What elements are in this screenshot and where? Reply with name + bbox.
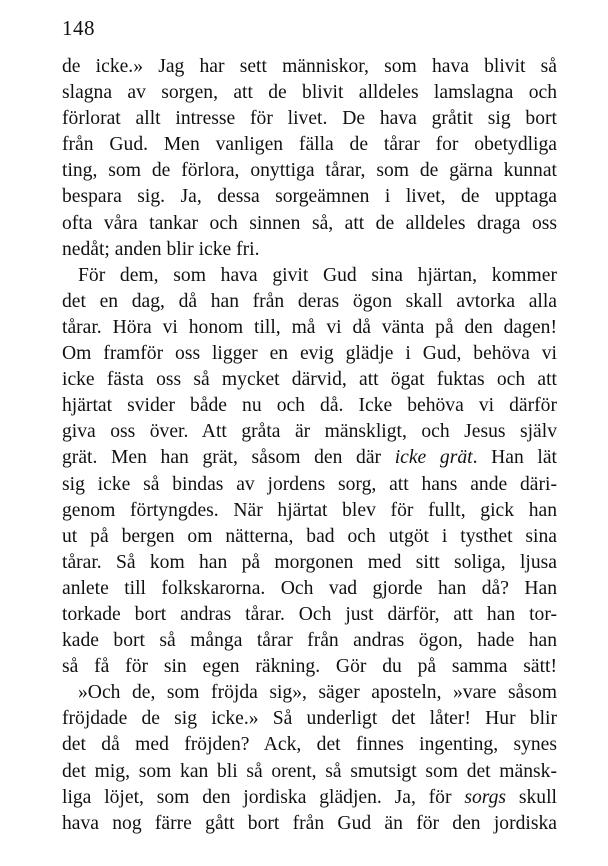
text-line: genom förtyngdes. När hjärtat blev för fullt, gick han — [62, 499, 557, 521]
text-line: slagna av sorgen, att de blivit alldeles lamslagna och — [62, 82, 557, 104]
text-line: hava nog färre gått bort från Gud än för den jordiska — [62, 812, 557, 834]
text-line: nedåt; anden blir icke fri. — [62, 238, 260, 260]
text-line: förlorat allt intresse för livet. De hava gråtit sig bort — [62, 108, 557, 130]
text-line: från Gud. Men vanligen fälla de tårar for obetydliga — [62, 134, 557, 156]
text-line: torkade bort andras tårar. Och just därför, att han tor- — [62, 603, 557, 625]
text-line: grät. Men han grät, såsom den där icke grät. Han lät — [62, 447, 557, 469]
text-line: sig icke så bindas av jordens sorg, att hans ande däri- — [62, 473, 557, 495]
text-line: tårar. Höra vi honom till, må vi då vänta på den dagen! — [62, 316, 557, 338]
text-line: det en dag, då han från deras ögon skall avtorka alla — [62, 290, 557, 312]
text-line: kade bort så många tårar från andras ögon, hade han — [62, 630, 557, 652]
text-line: tårar. Så kom han på morgonen med sitt soliga, ljusa — [62, 551, 557, 573]
text-line: ofta våra tankar och sinnen så, att de alldeles draga oss — [62, 212, 557, 234]
text-line: Om framför oss ligger en evig glädje i Gud, behöva vi — [62, 343, 557, 365]
text-line: »Och de, som fröjda sig», säger aposteln, »vare såsom — [78, 682, 557, 704]
body-text — [62, 54, 557, 837]
text-line: det mig, som kan bli så orent, så smutsigt som det mänsk- — [62, 760, 557, 782]
text-line: icke fästa oss så mycket därvid, att ögat fuktas och att — [62, 369, 557, 391]
text-line: giva oss över. Att gråta är mänskligt, och Jesus själv — [62, 421, 557, 443]
text-line: ut på bergen om nätterna, bad och utgöt i tysthet sina — [62, 525, 557, 547]
text-line: bespara sig. Ja, dessa sorgeämnen i livet, de upptaga — [62, 186, 557, 208]
page-number: 148 — [62, 16, 95, 40]
text-line: fröjdade de sig icke.» Så underligt det låter! Hur blir — [62, 708, 557, 730]
text-line: så få för sin egen räkning. Gör du på samma sätt! — [62, 656, 557, 678]
text-line: För dem, som hava givit Gud sina hjärtan, kommer — [78, 264, 557, 286]
text-line: liga löjet, som den jordiska glädjen. Ja, för sorgs skull — [62, 786, 557, 808]
text-line: hjärtat svider både nu och då. Icke behöva vi därför — [62, 395, 557, 417]
text-line: de icke.» Jag har sett människor, som hava blivit så — [62, 56, 557, 77]
text-line: anlete till folkskarorna. Och vad gjorde han då? Han — [62, 577, 557, 599]
text-line: det då med fröjden? Ack, det finnes ingenting, synes — [62, 734, 557, 756]
text-line: ting, som de förlora, onyttiga tårar, som de gärna kunnat — [62, 160, 557, 182]
